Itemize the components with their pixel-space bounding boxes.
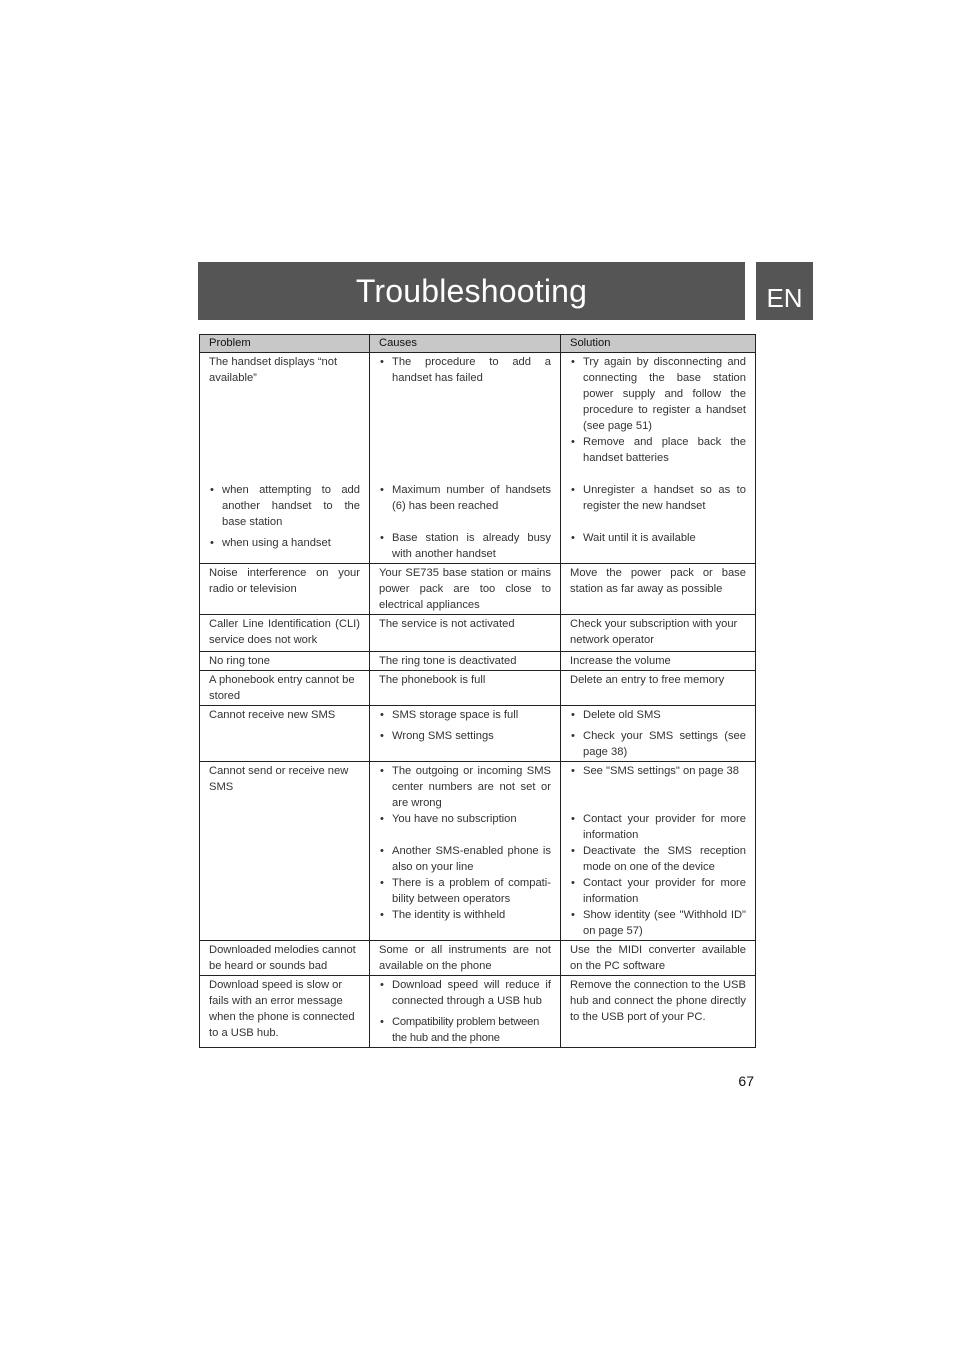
list-item: • Wait until it is available xyxy=(570,530,746,546)
solution-list xyxy=(570,763,746,939)
problem-cell: A phonebook entry cannot be stored xyxy=(200,671,370,706)
list-item: • The procedure to add a handset has failed xyxy=(379,354,551,482)
list-item: • Delete old SMS xyxy=(570,707,746,723)
problem-cell: No ring tone xyxy=(200,652,370,671)
header-causes: Causes xyxy=(370,335,561,353)
solution-cell: Increase the volume xyxy=(561,652,756,671)
problem-cell: Caller Line Identification (CLI) service does not work xyxy=(200,615,370,652)
list-item: • Contact your provider for more information xyxy=(570,811,746,843)
causes-cell: Your SE735 base station or mains power pack are too close to electrical appliances xyxy=(370,564,561,615)
problem-list xyxy=(209,482,360,551)
causes-cell: Some or all instruments are not available on the phone xyxy=(370,941,561,976)
causes-list xyxy=(379,977,551,1046)
causes-cell xyxy=(370,762,561,941)
table-row xyxy=(200,706,756,762)
list-item: • There is a problem of compati-bility between operators xyxy=(379,875,551,907)
list-item: • The identity is withheld xyxy=(379,907,551,923)
list-item: • SMS storage space is full xyxy=(379,707,551,723)
list-item: • Unregister a handset so as to register the new handset xyxy=(570,482,746,514)
list-item: • Deactivate the SMS reception mode on one of the device xyxy=(570,843,746,875)
solution-cell xyxy=(561,353,756,564)
list-item: • Download speed will reduce if connected through a USB hub xyxy=(379,977,551,1009)
solution-cell: Delete an entry to free memory xyxy=(561,671,756,706)
problem-cell: Noise interference on your radio or television xyxy=(200,564,370,615)
list-item: • Contact your provider for more information xyxy=(570,875,746,907)
solution-cell: Use the MIDI converter available on the PC software xyxy=(561,941,756,976)
problem-cell: Cannot send or receive new SMS xyxy=(200,762,370,941)
list-item: • Show identity (see "Withhold ID" on page 57) xyxy=(570,907,746,939)
list-item: • Maximum number of handsets (6) has been reached xyxy=(379,482,551,514)
language-tab: EN xyxy=(756,262,813,320)
page-title: Troubleshooting xyxy=(198,262,745,320)
problem-cell: Downloaded melodies cannot be heard or sounds bad xyxy=(200,941,370,976)
troubleshooting-table xyxy=(199,334,756,1048)
solution-cell xyxy=(561,762,756,941)
causes-cell: The ring tone is deactivated xyxy=(370,652,561,671)
table-row xyxy=(200,762,756,941)
page-number: 67 xyxy=(738,1073,754,1089)
solution-list xyxy=(570,707,746,760)
list-item: • See "SMS settings" on page 38 xyxy=(570,763,746,811)
causes-list xyxy=(379,707,551,744)
causes-cell xyxy=(370,976,561,1048)
table-row xyxy=(200,976,756,1048)
table-header-row xyxy=(200,335,756,353)
solution-cell: Move the power pack or base station as far away as possible xyxy=(561,564,756,615)
list-item: • Remove and place back the handset batteries xyxy=(570,434,746,482)
causes-cell: The phonebook is full xyxy=(370,671,561,706)
causes-cell: The service is not activated xyxy=(370,615,561,652)
solution-cell xyxy=(561,706,756,762)
list-item: • Compatibility problem between the hub and the phone xyxy=(379,1014,551,1046)
solution-list xyxy=(570,354,746,546)
list-item: • when using a handset xyxy=(209,535,360,551)
table-row xyxy=(200,615,756,652)
causes-list xyxy=(379,763,551,923)
problem-cell: Cannot receive new SMS xyxy=(200,706,370,762)
header-problem: Problem xyxy=(200,335,370,353)
list-item: • Base station is already busy with another handset xyxy=(379,530,551,562)
list-item: • Wrong SMS settings xyxy=(379,728,551,744)
table-row xyxy=(200,671,756,706)
list-item: • The outgoing or incoming SMS center numbers are not set or are wrong xyxy=(379,763,551,811)
list-item: • Another SMS-enabled phone is also on your line xyxy=(379,843,551,875)
causes-cell xyxy=(370,353,561,564)
causes-list xyxy=(379,354,551,562)
table-row xyxy=(200,652,756,671)
problem-cell xyxy=(200,353,370,564)
solution-cell: Check your subscription with your network operator xyxy=(561,615,756,652)
table-row xyxy=(200,564,756,615)
header-solution: Solution xyxy=(561,335,756,353)
table-row xyxy=(200,941,756,976)
table-row xyxy=(200,353,756,564)
solution-cell: Remove the connection to the USB hub and connect the phone directly to the USB port of your PC. xyxy=(561,976,756,1048)
problem-cell: Download speed is slow or fails with an error message when the phone is connected to a USB hub. xyxy=(200,976,370,1048)
list-item: • when attempting to add another handset to the base station xyxy=(209,482,360,530)
causes-cell xyxy=(370,706,561,762)
list-item: • Try again by disconnecting and connecting the base station power supply and follow the procedure to register a handset (see page 51) xyxy=(570,354,746,434)
problem-text: The handset displays “not available” xyxy=(209,356,338,384)
list-item: • You have no subscription xyxy=(379,811,551,843)
list-item: • Check your SMS settings (see page 38) xyxy=(570,728,746,760)
